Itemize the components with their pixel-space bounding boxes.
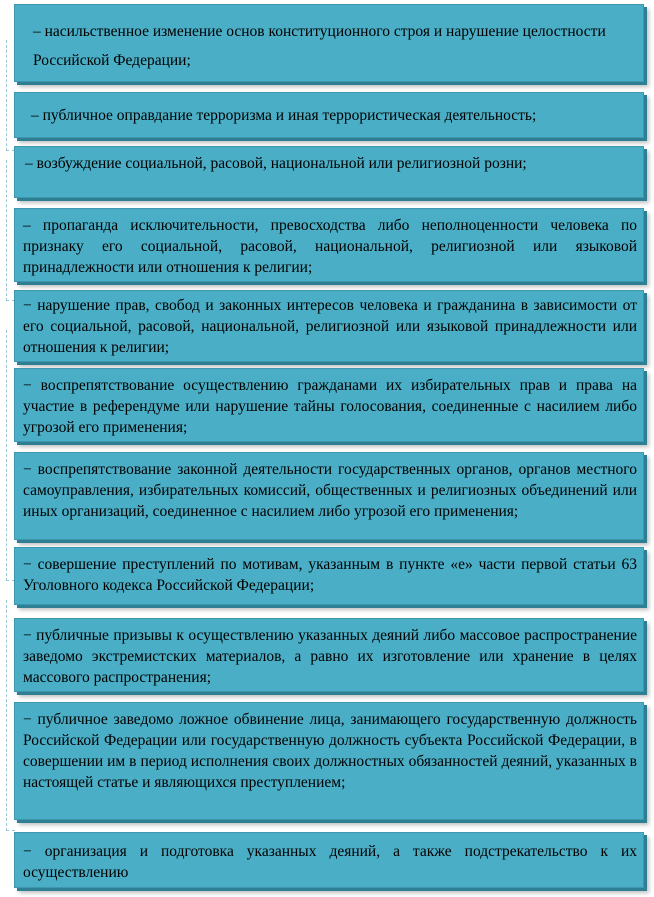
list-item — [14, 368, 644, 442]
list-item — [14, 4, 644, 82]
list-item — [14, 702, 644, 820]
list-item — [14, 208, 644, 282]
list-item-text: – возбуждение социальной, расовой, национальной или религиозной розни; — [25, 155, 527, 172]
list-item — [14, 290, 644, 362]
list-item — [14, 547, 644, 605]
list-item-text: − воспрепятствование законной деятельности государственных органов, органов местного самоуправления, избирательных комиссий, общественных и религиозных объединений или иных организаций, соединенное с насилием либо угрозой его применения; — [23, 461, 637, 520]
list-item — [14, 92, 644, 138]
list-item-text: − организация и подготовка указанных деяний, а также подстрекательство к их осуществлению — [23, 843, 637, 881]
list-item-text: – пропаганда исключительности, превосходства либо неполноценности человека по признаку его социальной, расовой, национальной, религиозной или языковой принадлежности или отношения к религии; — [23, 217, 637, 276]
list-item-text: − нарушение прав, свобод и законных интересов человека и гражданина в зависимости от его социальной, расовой, национальной, религиозной или языковой принадлежности или отношения к религии; — [23, 297, 637, 356]
list-item-text: − совершение преступлений по мотивам, указанным в пункте «е» части первой статьи 63 Уголовного кодекса Российской Федерации; — [23, 556, 637, 594]
list-item — [14, 618, 644, 692]
list-item-text: – насильственное изменение основ конституционного строя и нарушение целостности Российской Федерации; — [33, 23, 606, 69]
list-item-text: – публичное оправдание терроризма и иная террористическая деятельность; — [31, 107, 537, 124]
list-item-text: − публичное заведомо ложное обвинение лица, занимающего государственную должность Российской Федерации или государственную должность субъекта Российской Федерации, в совершении им в период исполнения своих должностных обязанностей деяний, указанных в настоящей статье и являющихся преступлением; — [23, 711, 637, 791]
list-item — [14, 452, 644, 540]
list-item-text: − публичные призывы к осуществлению указанных деяний либо массовое распространение заведомо экстремистских материалов, а равно их изготовление или хранение в целях массового распространения; — [23, 627, 637, 686]
list-item-text: − воспрепятствование осуществлению гражданами их избирательных прав и права на участие в референдуме или нарушение тайны голосования, соединенные с насилием либо угрозой его применения; — [23, 377, 637, 436]
list-item — [14, 832, 644, 888]
list-item — [14, 146, 644, 198]
